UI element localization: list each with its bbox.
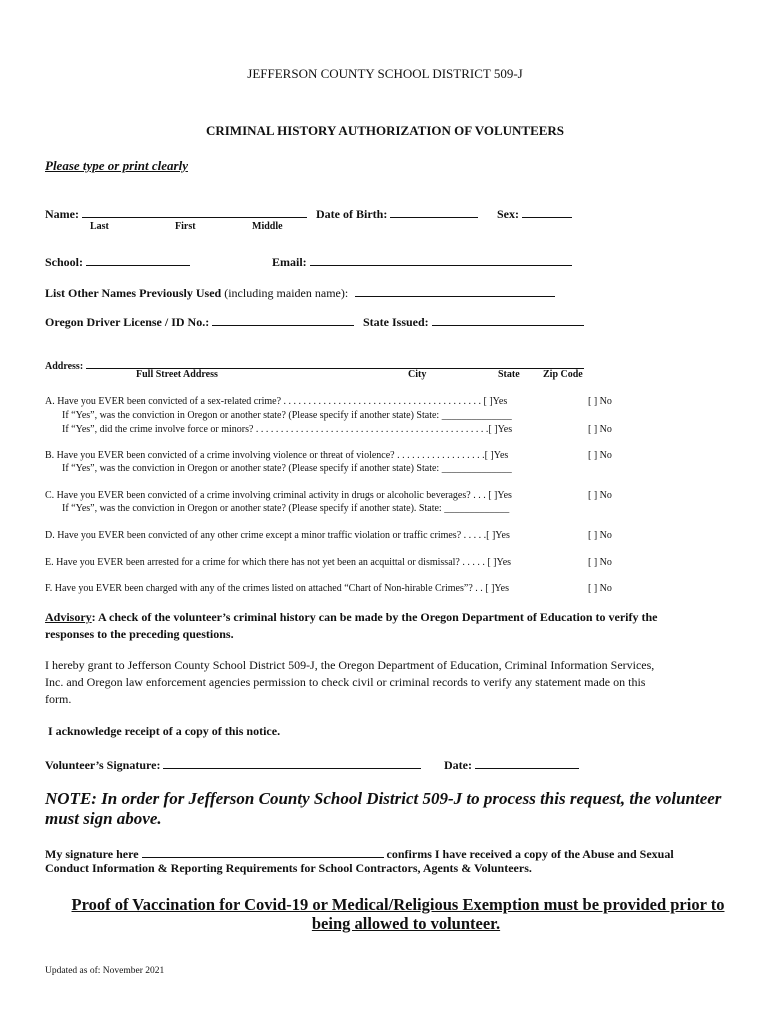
zip-caption: Zip Code <box>543 369 583 380</box>
question-text: A. Have you EVER been convicted of a sex-related crime? . . . . . . . . . . . . . . . . . . . . . . . . . . . . . . . . . . . . . . . . [ ]Yes <box>45 396 508 407</box>
state-issued-label: State Issued: <box>363 315 429 329</box>
no-checkbox[interactable]: [ ] No <box>588 490 612 501</box>
sig-here-prefix: My signature here <box>45 847 139 861</box>
signature-label: Volunteer’s Signature: <box>45 758 161 772</box>
state-issued-field[interactable] <box>363 313 584 330</box>
dob-label: Date of Birth: <box>316 207 388 221</box>
grant-line-2: Inc. and Oregon law enforcement agencies permission to check civil or criminal records to verify any statement made on this <box>45 675 646 689</box>
question-text: F. Have you EVER been charged with any of the crimes listed on attached “Chart of Non-hirable Crimes”? . . [ ]Yes <box>45 583 509 594</box>
no-checkbox[interactable]: [ ] No <box>588 557 612 568</box>
question-followup: If “Yes”, was the conviction in Oregon or another state? (Please specify if another state) State: ______________ <box>62 410 512 421</box>
school-field[interactable] <box>45 253 190 270</box>
district-name: JEFFERSON COUNTY SCHOOL DISTRICT 509-J <box>247 66 523 81</box>
no-checkbox[interactable]: [ ] No <box>588 424 612 435</box>
city-caption: City <box>408 369 427 380</box>
no-checkbox[interactable]: [ ] No <box>588 583 612 594</box>
vaccination-line-2: being allowed to volunteer. <box>311 914 501 933</box>
sig-here-suffix: confirms I have received a copy of the Abuse and Sexual <box>386 847 674 861</box>
sex-field[interactable] <box>497 205 572 222</box>
name-label: Name: <box>45 207 79 221</box>
license-field[interactable] <box>45 313 354 330</box>
other-names-field[interactable] <box>45 284 555 301</box>
school-label: School: <box>45 255 84 269</box>
advisory-text: : A check of the volunteer’s criminal history can be made by the Oregon Department of Education to verify the <box>91 610 658 624</box>
dob-field[interactable] <box>316 205 478 222</box>
grant-line-3: form. <box>45 692 72 706</box>
volunteer-signature-field[interactable] <box>45 756 421 773</box>
abuse-signature-field[interactable] <box>45 845 674 862</box>
vaccination-line-1: Proof of Vaccination for Covid-19 or Medical/Religious Exemption must be provided prior to <box>71 895 725 914</box>
question-followup: If “Yes”, was the conviction in Oregon or another state? (Please specify if another state) State: ______________ <box>62 463 512 474</box>
grant-line-1: I hereby grant to Jefferson County School District 509-J, the Oregon Department of Education, Criminal Information Services, <box>45 658 655 672</box>
email-label: Email: <box>272 255 307 269</box>
no-checkbox[interactable]: [ ] No <box>588 396 612 407</box>
question-followup: If “Yes”, was the conviction in Oregon or another state? (Please specify if another state). State: _____________ <box>62 503 510 514</box>
state-caption: State <box>498 369 520 380</box>
other-names-label: List Other Names Previously Used <box>45 286 222 300</box>
license-label: Oregon Driver License / ID No.: <box>45 315 210 329</box>
street-caption: Full Street Address <box>136 369 218 380</box>
name-field[interactable] <box>45 205 307 222</box>
first-caption: First <box>175 221 196 232</box>
acknowledge-text: I acknowledge receipt of a copy of this notice. <box>48 724 281 738</box>
question-text: D. Have you EVER been convicted of any other crime except a minor traffic violation or traffic crimes? . . . . .[ ]Yes <box>45 530 510 541</box>
other-names-note: (including maiden name): <box>224 286 349 300</box>
question-text: E. Have you EVER been arrested for a crime for which there has not yet been an acquittal or dismissal? . . . . . [ ]Yes <box>45 557 512 568</box>
signature-date-field[interactable] <box>444 756 579 773</box>
question-followup: If “Yes”, did the crime involve force or minors? . . . . . . . . . . . . . . . . . . . . . . . . . . . . . . . . . . . . . . . . . . . . . . .[ ]Yes <box>62 424 513 435</box>
question-text: C. Have you EVER been convicted of a crime involving criminal activity in drugs or alcoholic beverages? . . . [ ]Yes <box>45 490 512 501</box>
note-line-2: must sign above. <box>45 809 162 828</box>
sig-here-line-2: Conduct Information & Reporting Requirements for School Contractors, Agents & Volunteers. <box>45 861 532 875</box>
middle-caption: Middle <box>252 221 283 232</box>
no-checkbox[interactable]: [ ] No <box>588 450 612 461</box>
last-caption: Last <box>90 221 109 232</box>
instruction: Please type or print clearly <box>45 158 188 173</box>
advisory-line-2: responses to the preceding questions. <box>45 627 234 641</box>
advisory-line-1 <box>45 610 658 625</box>
form-title: CRIMINAL HISTORY AUTHORIZATION OF VOLUNTEERS <box>205 123 565 138</box>
updated-date: Updated as of: November 2021 <box>45 966 165 976</box>
date-label: Date: <box>444 758 472 772</box>
address-label: Address: <box>45 361 84 372</box>
note-line-1: NOTE: In order for Jefferson County School District 509-J to process this request, the volunteer <box>45 789 722 808</box>
email-field[interactable] <box>272 253 572 270</box>
advisory-label: Advisory <box>45 610 92 624</box>
no-checkbox[interactable]: [ ] No <box>588 530 612 541</box>
sex-label: Sex: <box>497 207 519 221</box>
question-text: B. Have you EVER been convicted of a crime involving violence or threat of violence? . . . . . . . . . . . . . . . . . .[ ]Yes <box>45 450 509 461</box>
